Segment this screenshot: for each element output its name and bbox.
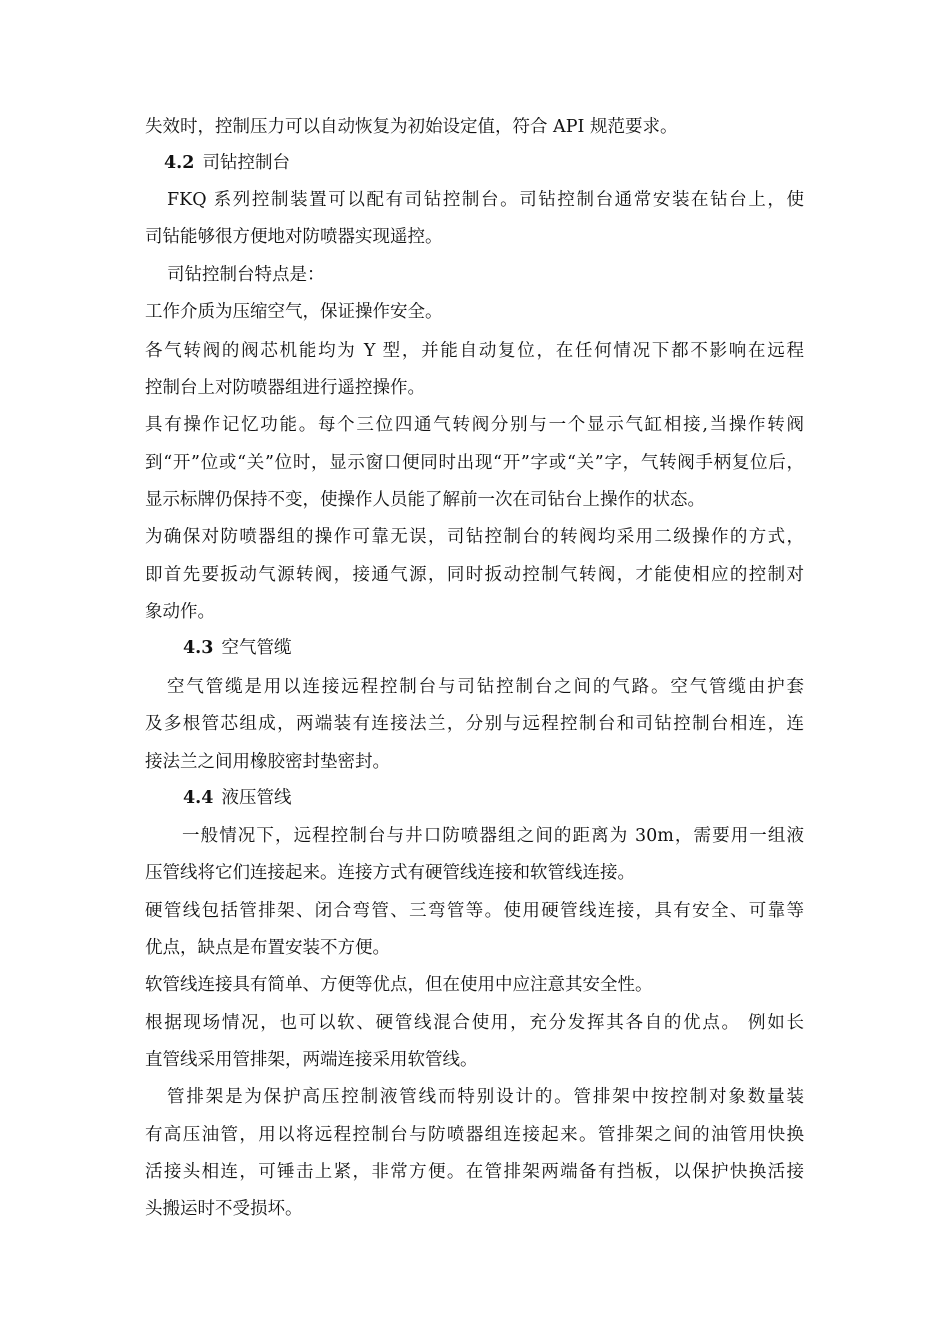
- section-number: 4.3: [183, 638, 214, 658]
- paragraph-line: 管排架是为保护高压控制液管线而特别设计的。管排架中按控制对象数量装: [167, 1087, 804, 1107]
- feature-item: 控制台上对防喷器组进行遥控操作。: [145, 378, 425, 398]
- feature-item: 工作介质为压缩空气，保证操作安全。: [145, 302, 443, 322]
- paragraph-line: FKQ 系列控制装置可以配有司钻控制台。司钻控制台通常安装在钻台上，使: [167, 190, 804, 210]
- paragraph-line: 一般情况下，远程控制台与井口防喷器组之间的距离为 30m，需要用一组液: [182, 826, 804, 846]
- paragraph-line: 直管线采用管排架，两端连接采用软管线。: [145, 1050, 478, 1070]
- section-heading-4-3: [183, 637, 804, 659]
- feature-item: 各气转阀的阀芯机能均为 Y 型，并能自动复位，在任何情况下都不影响在远程: [145, 341, 804, 361]
- paragraph-line: 司钻能够很方便地对防喷器实现遥控。: [145, 227, 443, 247]
- paragraph-line: 优点，缺点是布置安装不方便。: [145, 938, 390, 958]
- feature-item: 显示标牌仍保持不变，使操作人员能了解前一次在司钻台上操作的状态。: [145, 490, 705, 510]
- feature-item: 到“开”位或“关”位时，显示窗口便同时出现“开”字或“关”字，气转阀手柄复位后，: [145, 453, 804, 473]
- paragraph-line: 根据现场情况，也可以软、硬管线混合使用，充分发挥其各自的优点。 例如长: [145, 1013, 804, 1033]
- section-title: 液压管线: [221, 788, 292, 808]
- section-number: 4.2: [164, 153, 195, 173]
- paragraph-line: 压管线将它们连接起来。连接方式有硬管线连接和软管线连接。: [145, 863, 635, 883]
- feature-item: 为确保对防喷器组的操作可靠无误，司钻控制台的转阀均采用二级操作的方式，: [145, 527, 804, 547]
- features-intro: 司钻控制台特点是：: [167, 265, 325, 285]
- paragraph-line: 及多根管芯组成，两端装有连接法兰，分别与远程控制台和司钻控制台相连，连: [145, 714, 804, 734]
- section-heading-4-2: [164, 152, 804, 174]
- paragraph-line: 硬管线包括管排架、闭合弯管、三弯管等。使用硬管线连接，具有安全、可靠等: [145, 901, 804, 921]
- feature-item: 象动作。: [145, 602, 215, 622]
- paragraph-line: 活接头相连，可锤击上紧，非常方便。在管排架两端备有挡板，以保护快换活接: [145, 1162, 804, 1182]
- paragraph-line: 头搬运时不受损坏。: [145, 1199, 303, 1219]
- paragraph-line: 软管线连接具有简单、方便等优点，但在使用中应注意其安全性。: [145, 975, 653, 995]
- paragraph-line: 失效时，控制压力可以自动恢复为初始设定值，符合 API 规范要求。: [145, 117, 678, 137]
- feature-item: 具有操作记忆功能。每个三位四通气转阀分别与一个显示气缸相接,当操作转阀: [145, 415, 804, 435]
- paragraph-line: 接法兰之间用橡胶密封垫密封。: [145, 752, 390, 772]
- paragraph-line: 有高压油管，用以将远程控制台与防喷器组连接起来。管排架之间的油管用快换: [145, 1125, 804, 1145]
- section-number: 4.4: [183, 788, 214, 808]
- paragraph-line: 空气管缆是用以连接远程控制台与司钻控制台之间的气路。空气管缆由护套: [167, 677, 804, 697]
- feature-item: 即首先要扳动气源转阀，接通气源，同时扳动控制气转阀，才能使相应的控制对: [145, 565, 804, 585]
- section-heading-4-4: [183, 787, 804, 809]
- section-title: 空气管缆: [221, 638, 292, 658]
- section-title: 司钻控制台: [202, 153, 290, 173]
